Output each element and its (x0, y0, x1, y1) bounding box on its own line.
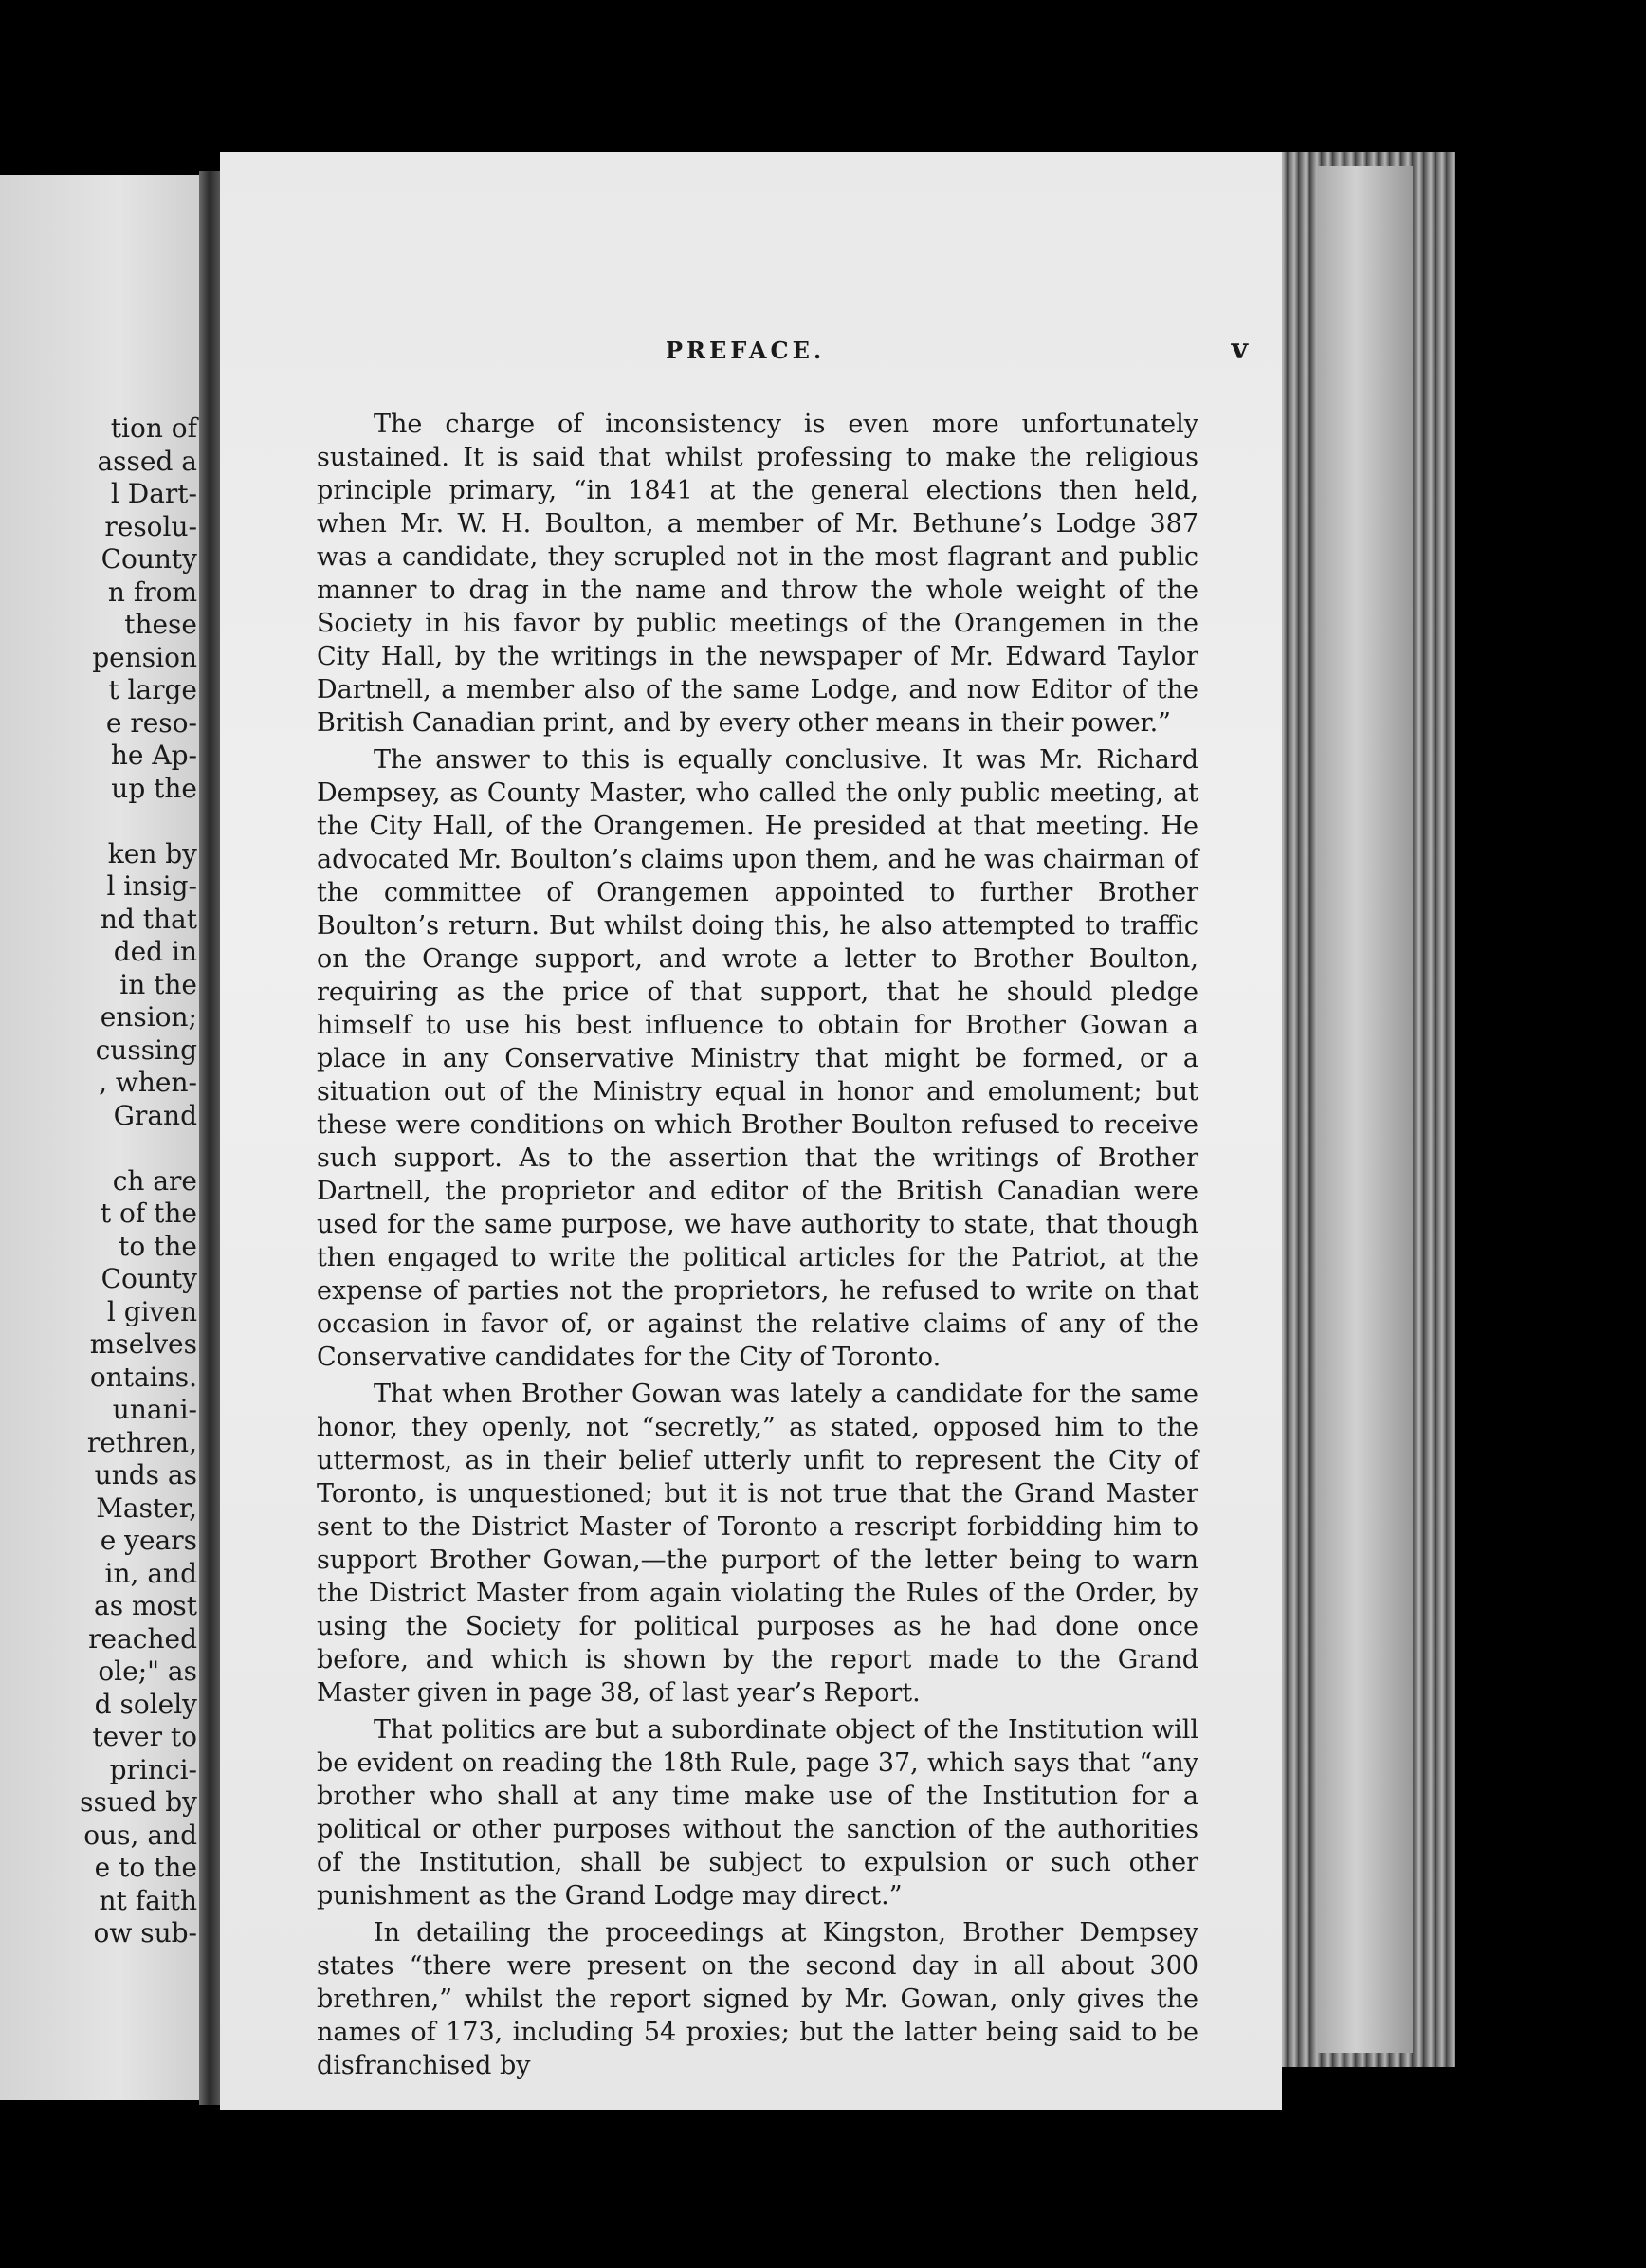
page-edges-highlight (1318, 166, 1413, 2053)
left-page-line: e to the (94, 1852, 197, 1883)
book-gutter (199, 171, 220, 2105)
paragraph: That politics are but a subordinate object of the Institution will be evident on reading the 18th Rule, page 37, which says that “any brother who shall at any time make use of the Institution for a political or other purposes without the sanction of the authorities of the Institution, shall be subject to expulsion or such other punishment as the Grand Lodge may direct.” (317, 1715, 1198, 1911)
left-page-line: resolu- (104, 510, 197, 542)
left-page-line: ken by (107, 837, 197, 869)
left-page-line: in the (119, 968, 197, 1000)
left-page-line: he Ap- (110, 740, 197, 771)
left-page-line: mselves (89, 1328, 197, 1360)
left-page-line: ow sub- (93, 1917, 197, 1948)
left-page-line: tever to (92, 1721, 197, 1752)
paragraph: That when Brother Gowan was lately a candidate for the same honor, they openly, not “secretly,” as stated, opposed him to the uttermost, as in their belief utterly unfit to represent the City of Toronto, is unquestioned; but it is not true that the Grand Master sent to the District Master of Toronto a rescript forbidding him to support Brother Gowan,—the purport of the letter being to warn the District Master from again violating the Rules of the Order, by using the Society for political purposes as he had done once before, and which is shown by the report made to the Grand Master given in page 38, of last year’s Report. (317, 1380, 1198, 1708)
left-page-line: unds as (94, 1459, 197, 1491)
left-page-line: in, and (104, 1557, 197, 1589)
left-page-line: as most (94, 1590, 197, 1621)
left-page-line: t large (108, 674, 197, 705)
left-page-line: ontains. (89, 1361, 197, 1393)
left-page-line: nd that (100, 903, 197, 935)
left-page-line: ch are (112, 1164, 197, 1197)
paragraph: The charge of inconsistency is even more unfortunately sustained. It is said that whilst professing to make the religious principle primary, “in 1841 at the general elections then held, when Mr. W. H. Boulton, a member of Mr. Bethune’s Lodge 387 was a candidate, they scrupled not in the most flagrant and public manner to drag in the name and throw the whole weight of the Society in his favor by public meetings of the Orangemen in the City Hall, by the writings in the newspaper of Mr. Edward Taylor Dartnell, a member also of the same Lodge, and now Editor of the British Canadian print, and by every other means in their power.” (317, 410, 1198, 738)
left-page-line: Master, (96, 1491, 197, 1524)
left-page-line: n from (107, 576, 197, 608)
left-page-fragment (0, 175, 199, 2100)
left-page-line: l Dart- (110, 478, 197, 509)
left-page-line: ssued by (80, 1786, 197, 1818)
left-page-line: Grand (113, 1099, 197, 1131)
left-page-line: e reso- (105, 706, 197, 739)
left-page-line: ole;" as (98, 1655, 197, 1687)
left-page-line: d solely (94, 1688, 197, 1720)
left-page-line: pension (92, 641, 197, 673)
left-page-line: to the (119, 1230, 197, 1262)
left-page-line: reached (88, 1622, 197, 1655)
left-page-line: cussing (95, 1033, 197, 1066)
paragraph: The answer to this is equally conclusive. It was Mr. Richard Dempsey, as County Master, who called the only public meeting, at the City Hall, of the Orangemen. He presided at that meeting. He advocated Mr. Boulton’s claims upon them, and he was chairman of the committee of Orangemen appointed to further Brother Boulton’s return. But whilst doing this, he also attempted to traffic on the Orange support, and wrote a letter to Brother Boulton, requiring as the price of that support, that he should pledge himself to use his best influence to obtain for Brother Gowan a place in any Conservative Ministry that might be formed, or a situation out of the Ministry equal in honor and emolument; but these were conditions on which Brother Boulton refused to receive such support. As to the assertion that the writings of Brother Dartnell, the proprietor and editor of the British Canadian were used for the same purpose, we have authority to state, that though then engaged to write the political articles for the Patriot, at the expense of parties not the proprietors, he refused to write on that occasion in favor of, or against the relative claims of any of the Conservative candidates for the City of Toronto. (317, 745, 1198, 1372)
left-page-line: , when- (99, 1067, 197, 1098)
left-page-line: assed a (97, 445, 197, 477)
left-page-line: l given (106, 1295, 197, 1327)
left-page-line: e years (100, 1525, 197, 1556)
left-page-line: these (124, 609, 197, 640)
left-page-line: unani- (112, 1394, 197, 1425)
left-page-line: t of the (100, 1198, 197, 1229)
paragraph: In detailing the proceedings at Kingston, Brother Dempsey states “there were present on the second day in all about 300 brethren,” whilst the report signed by Mr. Gowan, only gives the names of 173, including 54 proxies; but the latter being said to be disfranchised by (317, 1918, 1198, 2080)
main-page (220, 152, 1282, 2110)
left-page-line: ded in (113, 936, 197, 967)
running-head-title: PREFACE. (666, 337, 826, 364)
left-page-line: princi- (109, 1753, 197, 1785)
left-page-line: rethren, (86, 1426, 197, 1458)
left-page-line: County (101, 1263, 197, 1294)
left-page-line: County (101, 543, 197, 575)
left-page-line: l insig- (106, 870, 197, 902)
left-page-line: ous, and (83, 1819, 197, 1851)
left-page-line: ension; (100, 1001, 197, 1033)
left-page-line: tion of (110, 412, 197, 444)
left-page-line: up the (111, 772, 197, 804)
body-text (317, 408, 1198, 2082)
page-number: v (1231, 333, 1252, 366)
left-page-line: nt faith (99, 1884, 197, 1916)
